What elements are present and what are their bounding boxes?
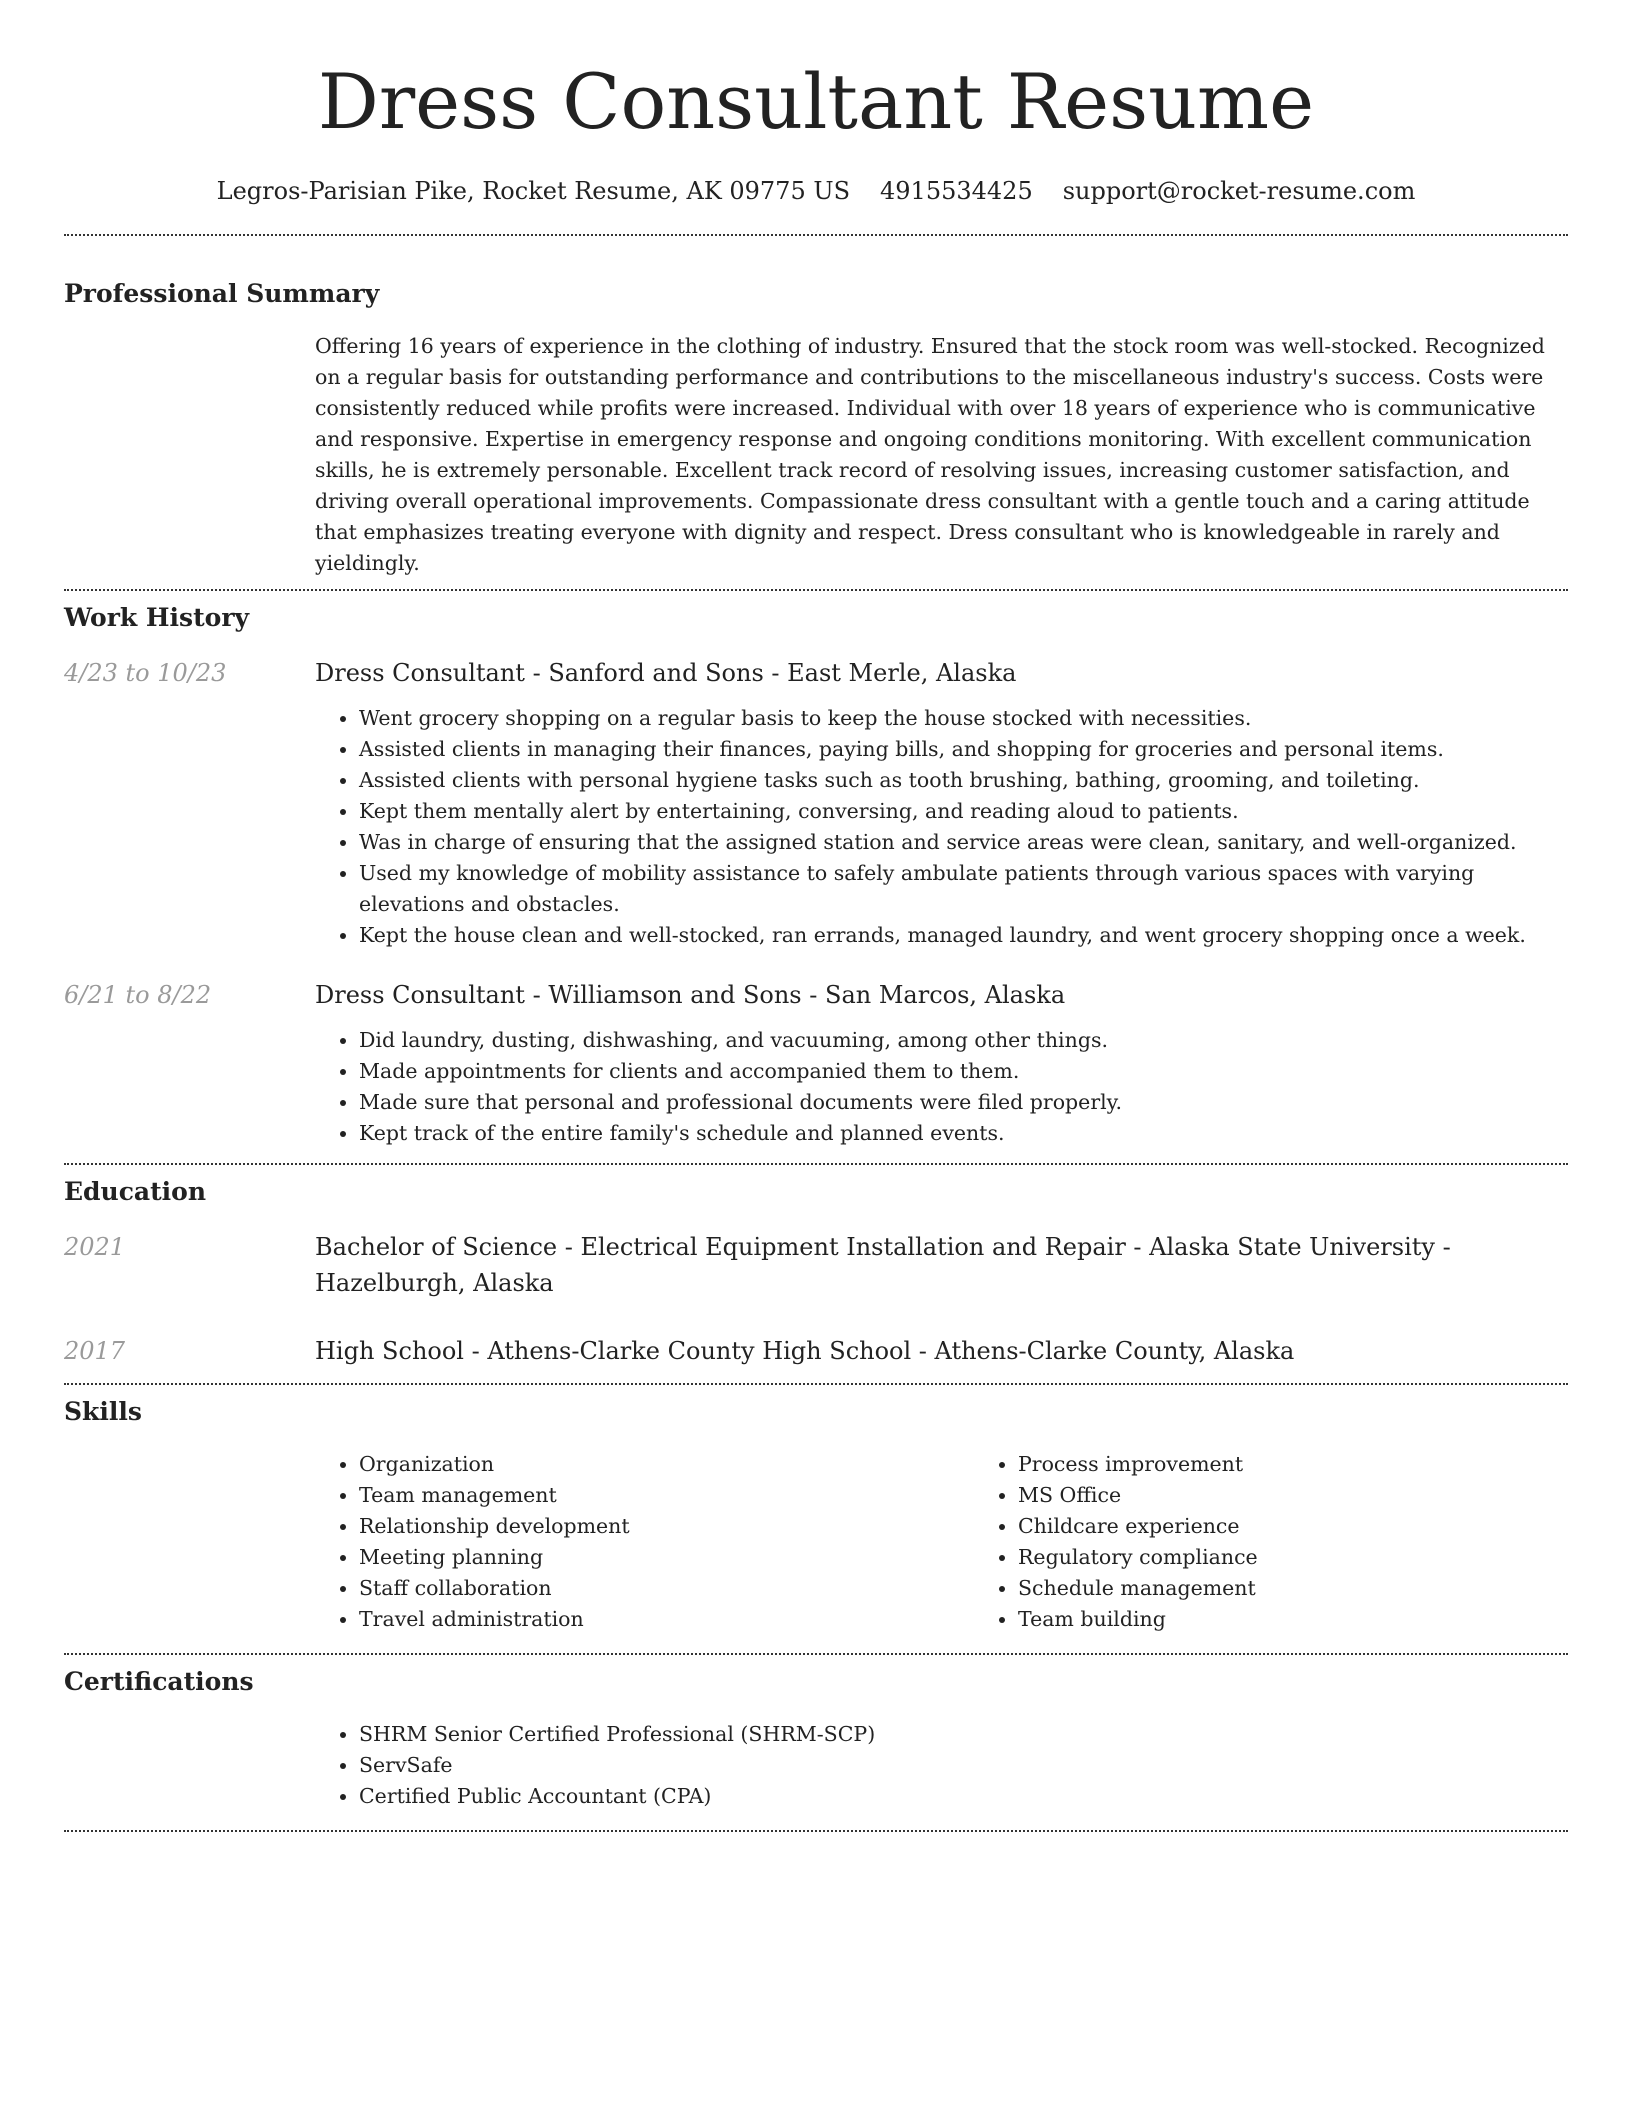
certifications-divider (64, 1830, 1568, 1832)
summary-text: Offering 16 years of experience in the clothing of industry. Ensured that the stock room was well-stocked. Recognized on a regular basis for outstanding performance and contributions to the miscellaneous industry's success. Costs were consistently reduced while profits were increased. Individual with over 18 years of experience who is communicative and responsive. Expertise in emergency response and ongoing conditions monitoring. With excellent communication skills, he is extremely personable. Excellent track record of resolving issues, increasing customer satisfaction, and driving overall operational improvements. Compassionate dress consultant with a gentle touch and a caring attitude that emphasizes treating everyone with dignity and respect. Dress consultant who is knowledgeable in rarely and yieldingly. (315, 334, 1545, 575)
job-bullet: • Did laundry, dusting, dishwashing, and vacuuming, among other things. (359, 1025, 1568, 1056)
job-bullet: • Kept the house clean and well-stocked, ran errands, managed laundry, and went grocery shopping once a week. (359, 920, 1568, 951)
education-heading: Education (64, 1177, 207, 1206)
skill-item: • Regulatory compliance (1018, 1542, 1632, 1573)
skills-list-right (974, 1449, 1632, 1635)
education-year: 2021 (64, 1233, 126, 1261)
job-title: Dress Consultant (315, 981, 525, 1009)
job-company: Williamson and Sons (548, 981, 802, 1009)
skill-item: • Childcare experience (1018, 1511, 1632, 1542)
education-entry (64, 1229, 1568, 1301)
skill-item: • Organization (359, 1449, 974, 1480)
skill-item: • Team building (1018, 1604, 1632, 1635)
skill-item: • Schedule management (1018, 1573, 1632, 1604)
summary-divider (64, 589, 1568, 591)
contact-email: support@rocket-resume.com (1062, 177, 1416, 205)
job-dates: 4/23 to 10/23 (64, 659, 227, 687)
job-location: East Merle, Alaska (787, 659, 1017, 687)
education-location: Athens-Clarke County, Alaska (934, 1337, 1295, 1365)
job-location: San Marcos, Alaska (825, 981, 1066, 1009)
job-bullet: • Went grocery shopping on a regular basis to keep the house stocked with necessities. (359, 703, 1568, 734)
job-bullet: • Made appointments for clients and accompanied them to them. (359, 1056, 1568, 1087)
summary-heading: Professional Summary (64, 279, 380, 308)
header-divider (64, 234, 1568, 236)
education-degree: Bachelor of Science - Electrical Equipment Installation and Repair (315, 1233, 1126, 1261)
certification-item: • ServSafe (359, 1750, 1568, 1781)
education-degree: High School (315, 1337, 464, 1365)
job-entry (64, 977, 1568, 1149)
skill-item: • Relationship development (359, 1511, 974, 1542)
education-location: Hazelburgh, Alaska (315, 1269, 554, 1297)
job-bullet: • Kept them mentally alert by entertaining, conversing, and reading aloud to patients. (359, 796, 1568, 827)
skill-item: • Process improvement (1018, 1449, 1632, 1480)
certifications-list (315, 1719, 1568, 1812)
job-bullet: • Kept track of the entire family's schedule and planned events. (359, 1118, 1568, 1149)
skill-item: • Staff collaboration (359, 1573, 974, 1604)
contact-phone: 4915534425 (880, 177, 1033, 205)
job-bullets (315, 703, 1568, 951)
skill-item: • Meeting planning (359, 1542, 974, 1573)
education-school: Alaska State University (1149, 1233, 1435, 1261)
summary-row (64, 331, 1568, 579)
job-heading: Dress Consultant - Sanford and Sons - East Merle, Alaska (315, 659, 1017, 687)
job-bullet: • Assisted clients in managing their finances, paying bills, and shopping for groceries and personal items. (359, 734, 1568, 765)
job-company: Sanford and Sons (548, 659, 764, 687)
skills-row (64, 1449, 1568, 1635)
certifications-heading: Certifications (64, 1667, 254, 1696)
job-bullets (315, 1025, 1568, 1149)
job-bullet: • Used my knowledge of mobility assistance to safely ambulate patients through various spaces with varying elevations and obstacles. (359, 858, 1568, 920)
job-bullet: • Was in charge of ensuring that the assigned station and service areas were clean, sanitary, and well-organized. (359, 827, 1568, 858)
skills-heading: Skills (64, 1397, 142, 1426)
job-entry (64, 655, 1568, 951)
education-heading-line: High School - Athens-Clarke County High School - Athens-Clarke County, Alaska (315, 1337, 1295, 1365)
job-heading: Dress Consultant - Williamson and Sons - San Marcos, Alaska (315, 981, 1066, 1009)
contact-address: Legros-Parisian Pike, Rocket Resume, AK 09775 US (216, 177, 851, 205)
work-divider (64, 1163, 1568, 1165)
education-school: Athens-Clarke County High School (487, 1337, 912, 1365)
skill-item: • MS Office (1018, 1480, 1632, 1511)
education-heading-line: Bachelor of Science - Electrical Equipment Installation and Repair - Alaska State University - Hazelburgh, Alaska (315, 1233, 1451, 1297)
job-bullet: • Made sure that personal and professional documents were filed properly. (359, 1087, 1568, 1118)
certification-item: • SHRM Senior Certified Professional (SHRM-SCP) (359, 1719, 1568, 1750)
skills-list-left (315, 1449, 974, 1635)
resume-title: Dress Consultant Resume (317, 57, 1315, 146)
job-bullet: • Assisted clients with personal hygiene tasks such as tooth brushing, bathing, grooming, and toileting. (359, 765, 1568, 796)
education-year: 2017 (64, 1337, 126, 1365)
contact-line (64, 174, 1568, 208)
skill-item: • Team management (359, 1480, 974, 1511)
resume-page (64, 0, 1568, 1832)
education-divider (64, 1383, 1568, 1385)
skills-divider (64, 1653, 1568, 1655)
job-dates: 6/21 to 8/22 (64, 981, 212, 1009)
certifications-row (64, 1719, 1568, 1812)
certification-item: • Certified Public Accountant (CPA) (359, 1781, 1568, 1812)
skill-item: • Travel administration (359, 1604, 974, 1635)
education-entry (64, 1333, 1568, 1369)
work-heading: Work History (64, 603, 250, 632)
job-title: Dress Consultant (315, 659, 525, 687)
